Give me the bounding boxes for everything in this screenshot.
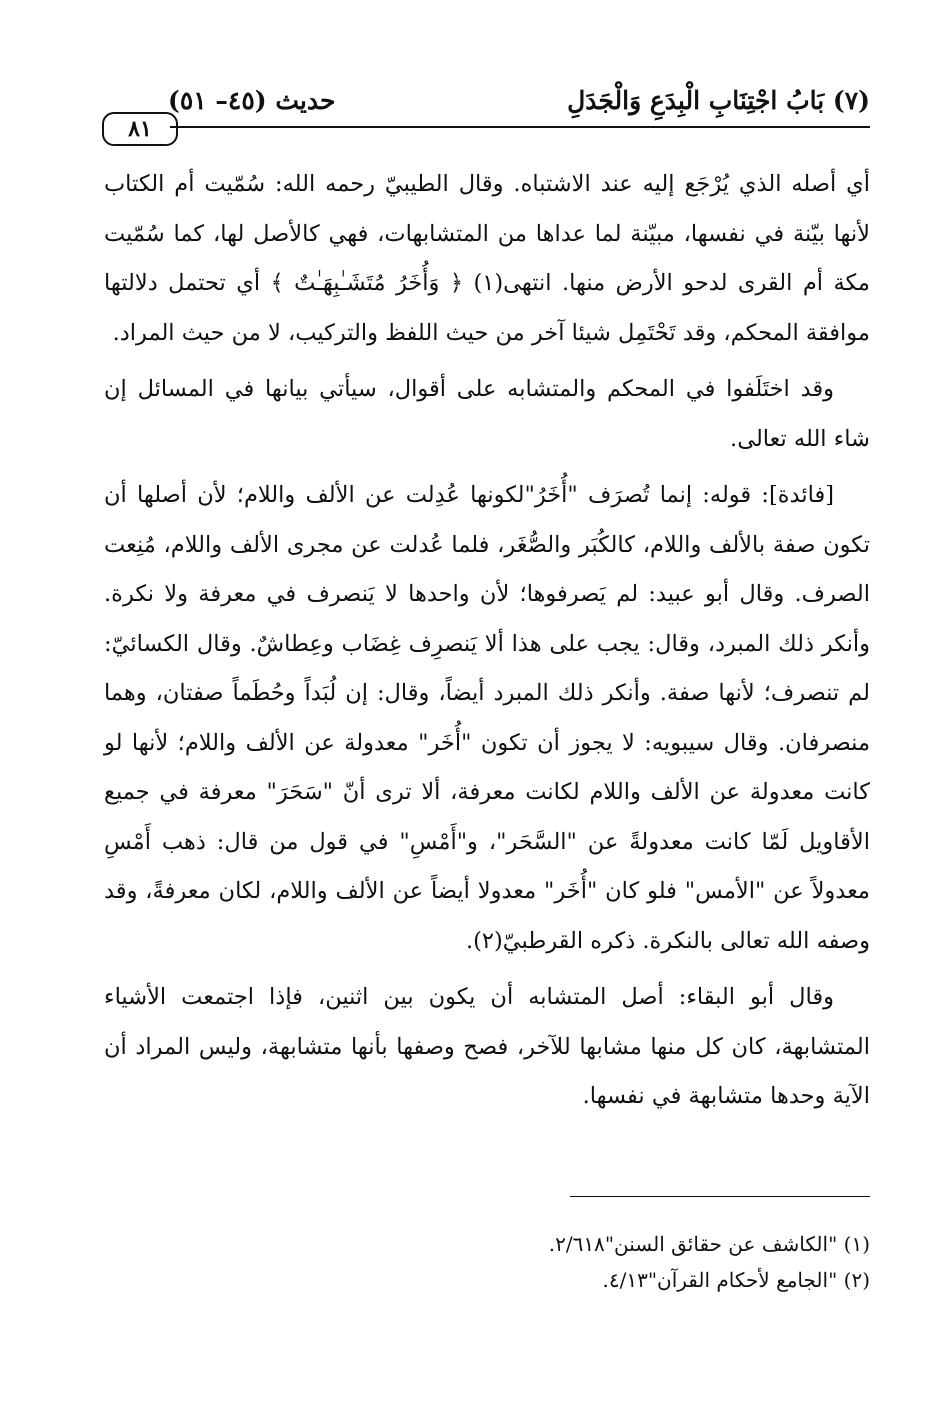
page-header: [100, 86, 870, 126]
footnote-rule: [570, 1196, 870, 1197]
paragraph: وقال أبو البقاء: أصل المتشابه أن يكون بين اثنين، فإذا اجتمعت الأشياء المتشابهة، كان كل منها مشابها للآخر، فصح وصفها بأنها متشابهة، وليس المراد أن الآية وحدها متشابهة في نفسها.: [104, 984, 870, 1109]
chapter-title: (٧) بَابُ اجْتِنَابِ الْبِدَعِ وَالْجَدَلِ: [567, 86, 870, 115]
header-rule: [170, 126, 870, 128]
paragraph: [فائدة]: قوله: إنما تُصرَف "أُخَرُ"لكونها عُدِلت عن الألف واللام؛ لأن أصلها أن تكون صفة بالألف واللام، كالكُبَر والصُّغَر، فلما عُدلت عن مجرى الألف واللام، مُنِعت الصرف. وقال أبو عبيد: لم يَصرفوها؛ لأن واحدها لا يَنصرف في معرفة ولا نكرة. وأنكر ذلك المبرد، وقال: يجب على هذا ألا يَنصرِف غِضَاب وعِطاشٌ. وقال الكسائيّ: لم تنصرف؛ لأنها صفة. وأنكر ذلك المبرد أيضاً، وقال: إن لُبَداً وحُطَماً صفتان، وهما منصرفان. وقال سيبويه: لا يجوز أن تكون "أُخَر" معدولة عن الألف واللام؛ لأنها لو كانت معدولة عن الألف واللام لكانت معرفة، ألا ترى أنّ "سَحَرَ" معرفة في جميع الأقاويل لَمّا كانت معدولةً عن "السَّحَر"، و"أَمْسِ" في قول من قال: ذهب أَمْسِ معدولاً عن "الأمس" فلو كان "أُخَر" معدولا أيضاً عن الألف واللام، لكان معرفةً، وقد وصفه الله تعالى بالنكرة. ذكره القرطبيّ(٢).: [104, 482, 870, 954]
footnote: (٢) "الجامع لأحكام القرآن"٤/١٣.: [602, 1268, 870, 1292]
paragraph: أي أصله الذي يُرْجَع إليه عند الاشتباه. وقال الطيبيّ رحمه الله: سُمّيت أم الكتاب لأنها بيّنة في نفسها، مبيّنة لما عداها من المتشابهات، فهي كالأصل لها، كما سُمّيت مكة أم القرى لدحو الأرض منها. انتهى(١) ﴿ وَأُخَرُ مُتَشَـٰبِهَـٰتٌ ﴾ أي تحتمل دلالتها موافقة المحكم، وقد تَحْتَمِل شيئا آخر من حيث اللفظ والتركيب، لا من حيث المراد.: [104, 171, 870, 346]
page-number: ٨١: [102, 112, 178, 146]
footnote: (١) "الكاشف عن حقائق السنن"٢/٦١٨.: [548, 1232, 870, 1256]
paragraph: وقد اختَلَفوا في المحكم والمتشابه على أقوال، سيأتي بيانها في المسائل إن شاء الله تعالى.: [104, 376, 870, 452]
main-text: [104, 160, 870, 1129]
footnotes: [104, 1226, 870, 1298]
hadith-range: حديث (٤٥– ٥١): [168, 86, 336, 115]
